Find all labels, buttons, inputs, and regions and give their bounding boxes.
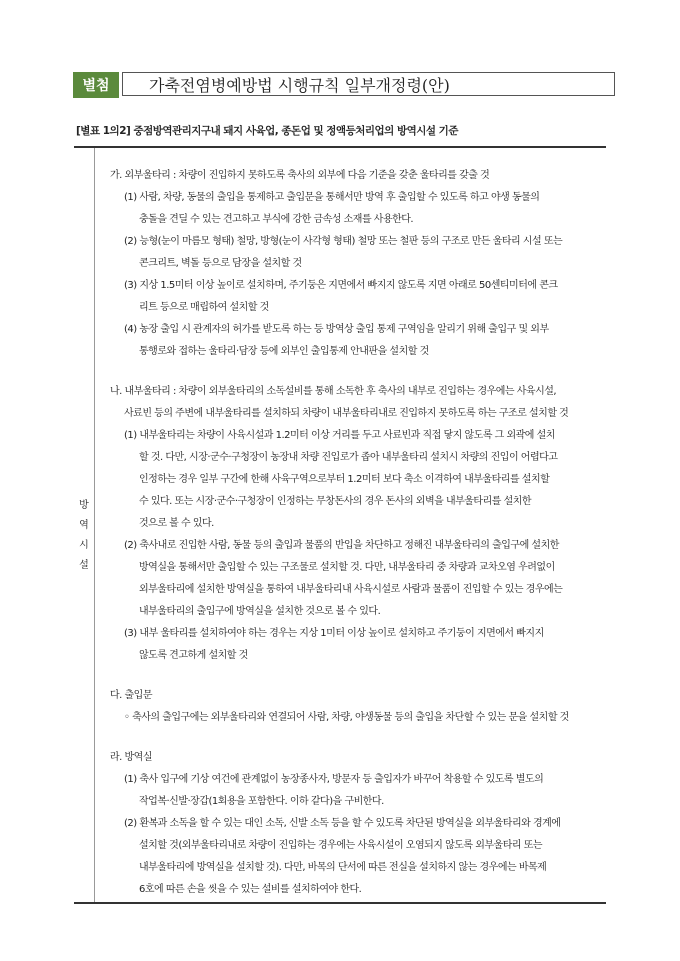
text-line: 수 있다. 또는 시장·군수·구청장이 인정하는 무창돈사의 경우 돈사의 외벽을 내부울타리를 설치한: [139, 496, 532, 507]
text-line: 나. 내부울타리 : 차량이 외부울타리의 소독설비를 통해 소독한 후 축사의 내부로 진입하는 경우에는 사육시설,: [110, 386, 557, 397]
text-line: 것으로 볼 수 있다.: [139, 518, 214, 529]
text-line: 내부울타리에 방역실을 설치할 것). 다만, 바목의 단서에 따른 전실을 설치하지 않는 경우에는 바목제: [139, 862, 547, 873]
attachment-badge: 별첨: [73, 72, 119, 98]
category-char: 역: [79, 520, 89, 531]
text-line: (1) 내부울타리는 차량이 사육시설과 1.2미터 이상 거리를 두고 사료빈과 직접 닿지 않도록 그 외곽에 설치: [124, 430, 555, 441]
text-line: 설치할 것(외부울타리내로 차량이 진입하는 경우에는 사육시설이 오염되지 않도록 외부울타리 또는: [139, 840, 543, 851]
text-line: 작업복·신발·장갑(1회용을 포함한다. 이하 같다)을 구비한다.: [139, 796, 384, 807]
text-line: 할 것. 다만, 시장·군수·구청장이 농장내 차량 진입로가 좁아 내부울타리 설치시 차량의 진입이 어렵다고: [139, 452, 558, 463]
text-line: (4) 농장 출입 시 관계자의 허가를 받도록 하는 등 방역상 출입 통제 구역임을 알리기 위해 출입구 및 외부: [124, 324, 549, 335]
text-line: (2) 환복과 소독을 할 수 있는 대인 소독, 신발 소독 등을 할 수 있도록 차단된 방역실을 외부울타리와 경계에: [124, 818, 561, 829]
document-title: 가축전염병예방법 시행규칙 일부개정령(안): [122, 72, 615, 96]
text-line: 라. 방역실: [110, 752, 152, 763]
category-char: 방: [79, 500, 89, 511]
text-line: (3) 내부 울타리를 설치하여야 하는 경우는 지상 1미터 이상 높이로 설치하고 주기둥이 지면에서 빠지지: [124, 628, 544, 639]
text-line: 않도록 견고하게 설치할 것: [139, 650, 248, 661]
text-line: (3) 지상 1.5미터 이상 높이로 설치하며, 주기둥은 지면에서 빠지지 않도록 지면 아래로 50센티미터에 콘크: [124, 280, 558, 291]
document-header: [73, 72, 615, 98]
text-line: 외부울타리에 설치한 방역실을 통하여 내부울타리내 사육시설로 사람과 물품이 진입할 수 있는 경우에는: [139, 584, 563, 595]
text-line: 내부울타리의 출입구에 방역실을 설치한 것으로 볼 수 있다.: [139, 606, 381, 617]
text-line: 콘크리트, 벽돌 등으로 담장을 설치할 것: [139, 258, 302, 269]
category-char: 시: [79, 540, 89, 551]
regulation-table: [74, 146, 606, 904]
text-line: 충돌을 견딜 수 있는 견고하고 부식에 강한 금속성 소재를 사용한다.: [139, 214, 414, 225]
text-line: 사료빈 등의 주변에 내부울타리를 설치하되 차량이 내부울타리내로 진입하지 못하도록 하는 구조로 설치할 것: [124, 408, 569, 419]
text-line: 리트 등으로 매립하여 설치할 것: [139, 302, 269, 313]
text-line: (1) 축사 입구에 기상 여건에 관계없이 농장종사자, 방문자 등 출입자가 바꾸어 착용할 수 있도록 별도의: [124, 774, 544, 785]
text-line: ◦ 축사의 출입구에는 외부울타리와 연결되어 사람, 차량, 야생동물 등의 출입을 차단할 수 있는 문을 설치할 것: [124, 712, 569, 723]
text-line: (2) 축사내로 진입한 사람, 동물 등의 출입과 물품의 반입을 차단하고 정해진 내부울타리의 출입구에 설치한: [124, 540, 559, 551]
text-line: 가. 외부울타리 : 차량이 진입하지 못하도록 축사의 외부에 다음 기준을 갖춘 울타리를 갖출 것: [110, 170, 490, 181]
category-char: 설: [79, 560, 89, 571]
text-line: 통행로와 접하는 울타리·담장 등에 외부인 출입통제 안내판을 설치할 것: [139, 346, 429, 357]
text-line: (2) 능형(눈이 마름모 형태) 철망, 방형(눈이 사각형 형태) 철망 또는 철판 등의 구조로 만든 울타리 시설 또는: [124, 236, 563, 247]
text-line: 6호에 따른 손을 씻을 수 있는 설비를 설치하여야 한다.: [139, 884, 362, 895]
text-line: 인정하는 경우 일부 구간에 한해 사육구역으로부터 1.2미터 보다 축소 이격하여 내부울타리를 설치할: [139, 474, 550, 485]
category-column: [74, 148, 95, 902]
table-caption: [별표 1의2] 중점방역관리지구내 돼지 사육업, 종돈업 및 정액등처리업의 방역시설 기준: [76, 125, 458, 137]
text-line: (1) 사람, 차량, 동물의 출입을 통제하고 출입문을 통해서만 방역 후 출입할 수 있도록 하고 야생 동물의: [124, 192, 540, 203]
text-line: 다. 출입문: [110, 690, 152, 701]
text-line: 방역실을 통해서만 출입할 수 있는 구조물로 설치할 것. 다만, 내부울타리 중 차량과 교차오염 우려없이: [139, 562, 555, 573]
